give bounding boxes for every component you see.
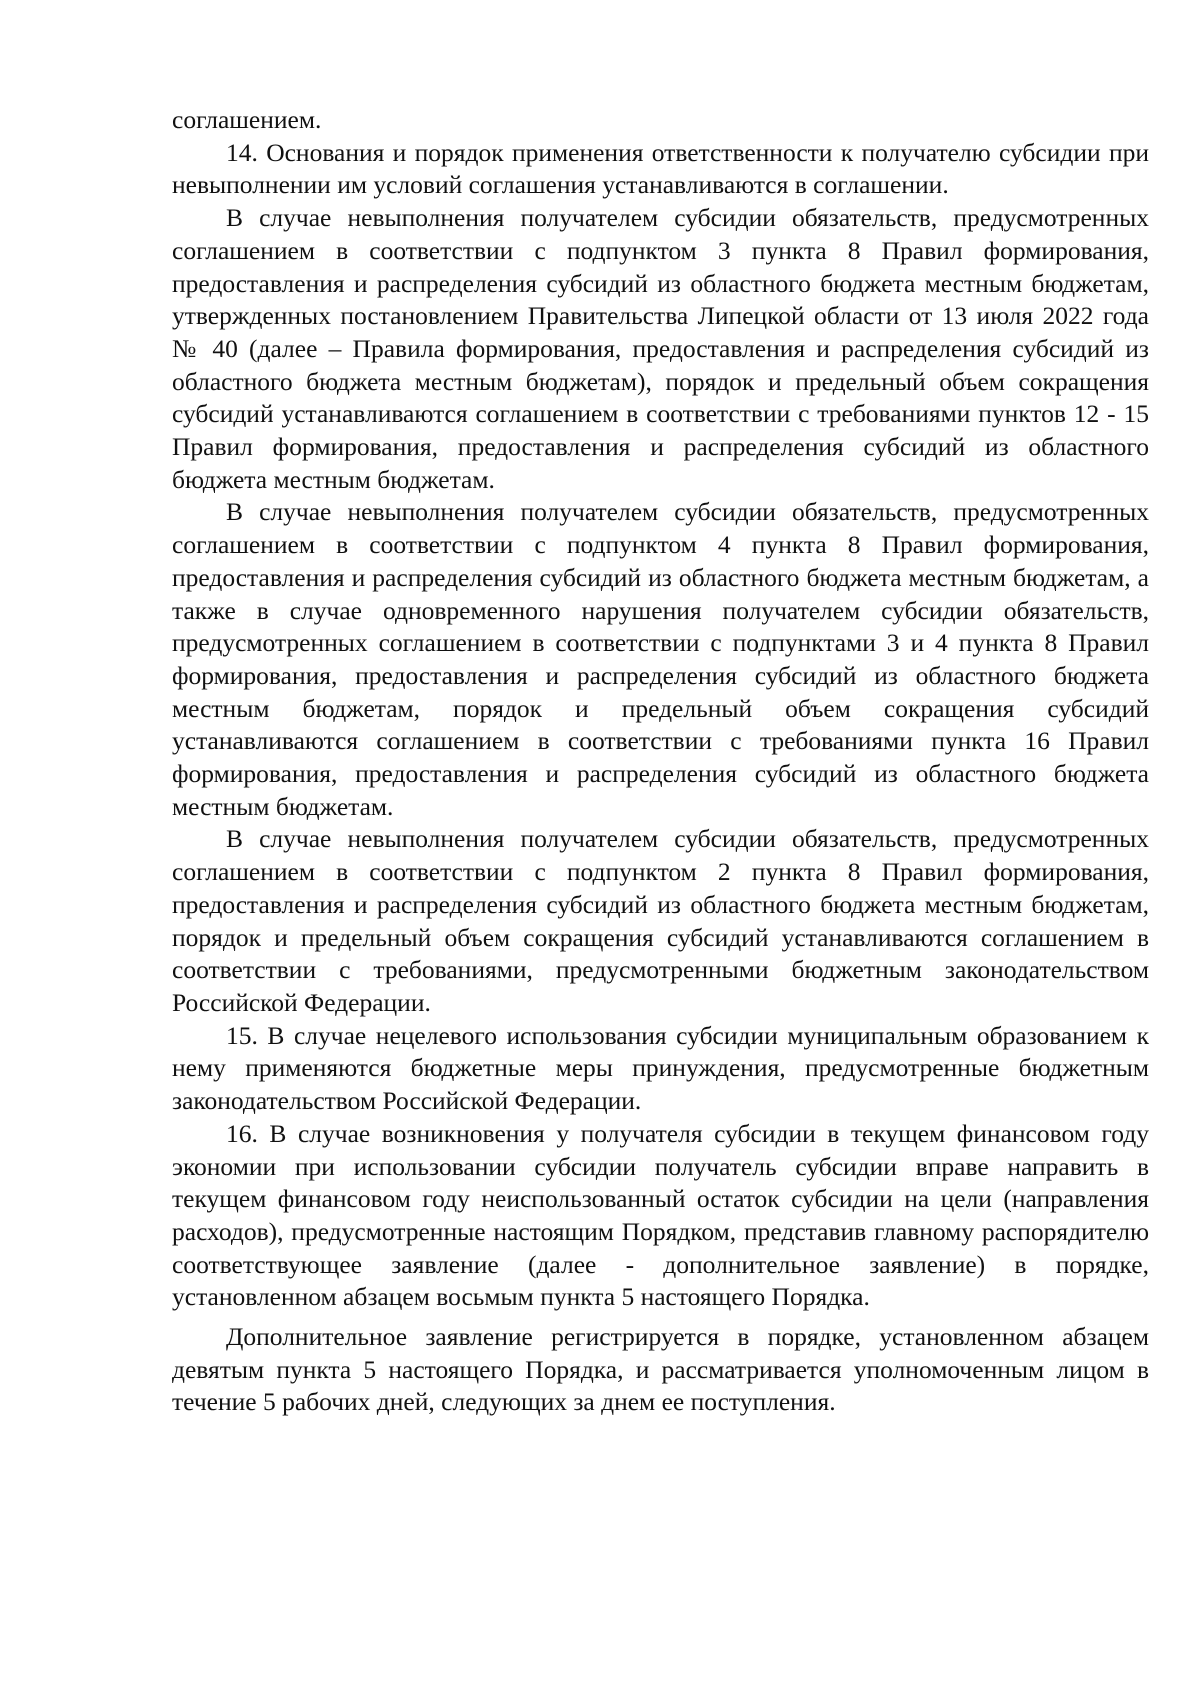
paragraph-continuation: соглашением.	[172, 105, 322, 134]
paragraph-item-16-subparagraph-1: Дополнительное заявление регистрируется в порядке, установленном абзацем девятым пункта 5 настоящего Порядка, и рассматривается уполномоченным лицом в течение 5 рабочих дней, следующих за днем ее поступления.	[172, 1322, 1149, 1417]
paragraph-item-14-subparagraph-3: В случае невыполнения получателем субсидии обязательств, предусмотренных соглашением в соответствии с подпунктом 2 пункта 8 Правил формирования, предоставления и распределения субсидий из областного бюджета местным бюджетам, порядок и предельный объем сокращения субсидий устанавливаются соглашением в соответствии с требованиями, предусмотренными бюджетным законодательством Российской Федерации.	[172, 824, 1149, 1017]
paragraph-item-16: 16. В случае возникновения у получателя субсидии в текущем финансовом году экономии при использовании субсидии получатель субсидии вправе направить в текущем финансовом году неиспользованный остаток субсидии на цели (направления расходов), предусмотренные настоящим Порядком, представив главному распорядителю соответствующее заявление (далее - дополнительное заявление) в порядке, установленном абзацем восьмым пункта 5 настоящего Порядка.	[172, 1118, 1149, 1312]
paragraph-item-15: 15. В случае нецелевого использования субсидии муниципальным образованием к нему применяются бюджетные меры принуждения, предусмотренные бюджетным законодательством Российской Федерации.	[172, 1020, 1149, 1116]
paragraph-item-14-subparagraph-1: В случае невыполнения получателем субсидии обязательств, предусмотренных соглашением в соответствии с подпунктом 3 пункта 8 Правил формирования, предоставления и распределения субсидий из областного бюджета местным бюджетам, утвержденных постановлением Правительства Липецкой области от 13 июля 2022 года № 40 (далее – Правила формирования, предоставления и распределения субсидий из областного бюджета местным бюджетам), порядок и предельный объем сокращения субсидий устанавливаются соглашением в соответствии с требованиями пунктов 12 - 15 Правил формирования, предоставления и распределения субсидий из областного бюджета местным бюджетам.	[172, 203, 1149, 494]
document-body	[172, 104, 1149, 1419]
paragraph-item-14-subparagraph-2: В случае невыполнения получателем субсидии обязательств, предусмотренных соглашением в соответствии с подпунктом 4 пункта 8 Правил формирования, предоставления и распределения субсидий из областного бюджета местным бюджетам, а также в случае одновременного нарушения получателем субсидии обязательств, предусмотренных соглашением в соответствии с подпунктами 3 и 4 пункта 8 Правил формирования, предоставления и распределения субсидий из областного бюджета местным бюджетам, порядок и предельный объем сокращения субсидий устанавливаются соглашением в соответствии с требованиями пункта 16 Правил формирования, предоставления и распределения субсидий из областного бюджета местным бюджетам.	[172, 497, 1149, 821]
paragraph-item-14: 14. Основания и порядок применения ответственности к получателю субсидии при невыполнении им условий соглашения устанавливаются в соглашении.	[172, 137, 1149, 200]
